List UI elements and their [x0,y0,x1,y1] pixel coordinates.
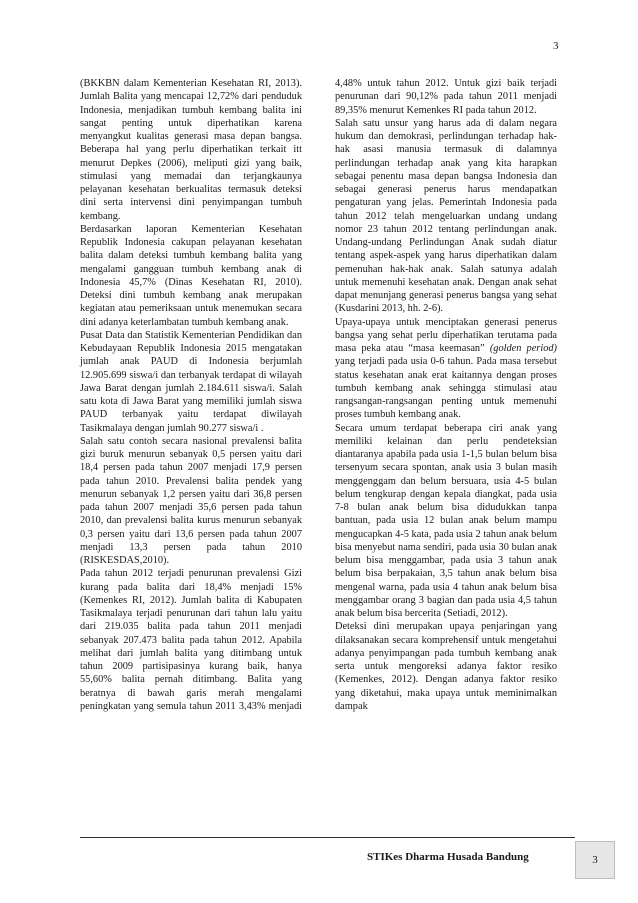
left-paragraph-2: Berdasarkan laporan Kementerian Kesehatan Republik Indonesia cakupan pelayanan kesehatan balita dalam deteksi tumbuh kembang balita yang mengalami gangguan tumbuh kembang anak di Indonesia 45,7% (Dinas Kesehatan RI, 2010). Deteksi dini tumbuh kembang anak merupakan kegiatan atau pemeriksaan untuk menemukan secara dini adanya keterlambatan tumbuh kembang anak. [80,223,302,328]
right-paragraph-5: Deteksi dini merupakan upaya penjaringan yang dilaksanakan secara komprehensif untuk mengetahui adanya penyimpangan pada tumbuh kembang anak serta untuk mengoreksi adanya faktor resiko (Kemenkes, 2012). Dengan adanya faktor resiko yang diketahui, maka upaya untuk meminimalkan dampak [335,621,557,712]
golden-period-term: (golden period) [489,343,557,354]
right-column [335,77,557,713]
right-paragraph-3-before: Upaya-upaya untuk menciptakan generasi penerus bangsa yang sehat perlu diperhatikan terutama pada masa peka atau “masa keemasan” [335,316,557,354]
right-paragraph-4: Secara umum terdapat beberapa ciri anak yang memiliki kelainan dan perlu pendeteksian diantaranya apabila pada usia 1-1,5 bulan belum bisa tersenyum secara spontan, anak usia 3 bulan masih menggenggam dan belum bersuara, usia 4-5 bulan belum tengkurap dengan kepala diangkat, pada usia 7-8 bulan anak belum bisa didudukkan tanpa bantuan, pada usia 12 bulan anak belum mampu mengucapkan 4-5 kata, pada usia 2 tahun anak belum bisa menyebut nama sendiri, pada usia 30 bulan anak belum bisa menggambar, pada usia 3 tahun anak belum bisa berpakaian, 3,5 tahun anak belum bisa mengenal warna, pada usia 4 tahun anak belum bisa menggambar orang 3 bagian dan pada usia 4,5 tahun anak belum bisa bercerita (Setiadi, 2012). [335,422,557,619]
left-paragraph-1: (BKKBN dalam Kementerian Kesehatan RI, 2013). Jumlah Balita yang mencapai 12,72% dari penduduk Indonesia, menjadikan tumbuh kembang balita ini sangat penting untuk diperhatikan karena menyangkut kualitas generasi masa depan bangsa. Beberapa hal yang perlu diperhatikan terkait itt menurut Depkes (2006), meliputi gizi yang baik, stimulasi yang memadai dan terjangkaunya pelayanan kesehatan berkualitas termasuk deteksi dini serta intervensi dini penyimpangan tumbuh kembang. [80,78,302,222]
right-paragraph-2: Salah satu unsur yang harus ada di dalam negara hukum dan demokrasi, perlindungan terhadap hak-hak asasi manusia termasuk di dalamnya perlindungan terhadap anak yang kita harapkan sebagai penentu masa depan bangsa Indonesia dan sebagai generasi penerus harus mendapatkan pengaturan yang jelas. Pemerintah Indonesia pada tahun 2012 telah mengeluarkan undang undang nomor 23 tahun 2012 tentang perlindungan anak. Undang-undang Perlindungan Anak sudah diatur tentang aspek-aspek yang harus diperhatikan dalam pemenuhan hak-hak anak. Salah satunya adalah untuk memenuhi kesehatan anak. Dengan anak sehat dapat menunjang generasi penerus bangsa yang sehat (Kusdarini 2013, hh. 2-6). [335,117,557,315]
left-paragraph-4: Salah satu contoh secara nasional prevalensi balita gizi buruk menurun sebanyak 0,5 persen yaitu dari 18,4 persen pada tahun 2007 menjadi 17,9 persen pada tahun 2010. Prevalensi balita pendek yang menurun sebanyak 1,2 persen yaitu dari 36,8 persen pada tahun 2007 menjadi 35,6 persen pada tahun 2010, dan prevalensi balita kurus menurun sebanyak 0,3 persen yaitu dari 13,6 persen pada tahun 2007 menjadi 13,3 persen pada tahun 2010 (RISKESDAS,2010). [80,435,302,566]
footer-institution: STIKes Dharma Husada Bandung [367,851,529,863]
right-paragraph-1: 4,48% untuk tahun 2012. Untuk gizi baik terjadi penurunan dari 90,12% pada tahun 2011 menjadi 89,35% menurut Kemenkes RI pada tahun 2012. [335,78,557,116]
footer-page-number: 3 [575,841,615,879]
header-page-number: 3 [553,40,559,52]
left-paragraph-3: Pusat Data dan Statistik Kementerian Pendidikan dan Kebudayaan Republik Indonesia 2015 mengatakan jumlah anak PAUD di Indonesia berjumlah 12.905.699 siswa/i dan terbanyak terdapat di wilayah Jawa Barat dengan jumlah 2.184.611 siswa/i. Salah satu kota di Jawa Barat yang memiliki jumlah siswa PAUD terbanyak yaitu terdapat diwilayah Tasikmalaya dengan jumlah 90.277 siswa/i . [80,329,302,434]
footer-divider [80,837,575,838]
left-column [80,77,302,713]
left-paragraph-5: Pada tahun 2012 terjadi penurunan prevalensi Gizi kurang pada balita dari 18,4% menjadi 15% (Kemenkes RI, 2012). Jumlah balita di Kabupaten Tasikmalaya terjadi penurunan dari tahun lalu yaitu dari 219.035 balita pada tahun 2011 menjadi sebanyak 207.473 balita pada tahun 2012. Apabila melihat dari jumlah balita yang ditimbang untuk tahun 2009 partisipasinya kurang baik, hanya 55,60% balita pernah ditimbang. Balita yang beratnya di bawah garis merah mengalami peningkatan yang semula tahun 2011 3,43% menjadi [80,568,302,712]
right-paragraph-3-after: yang terjadi pada usia 0-6 tahun. Pada masa tersebut status kesehatan anak erat kaitannya dengan proses tumbuh kembang anak sehingga stimulasi atau rangsangan-rangsangan penting untuk memenuhi proses tumbuh kembang anak. [335,356,557,421]
right-paragraph-3 [335,316,557,422]
